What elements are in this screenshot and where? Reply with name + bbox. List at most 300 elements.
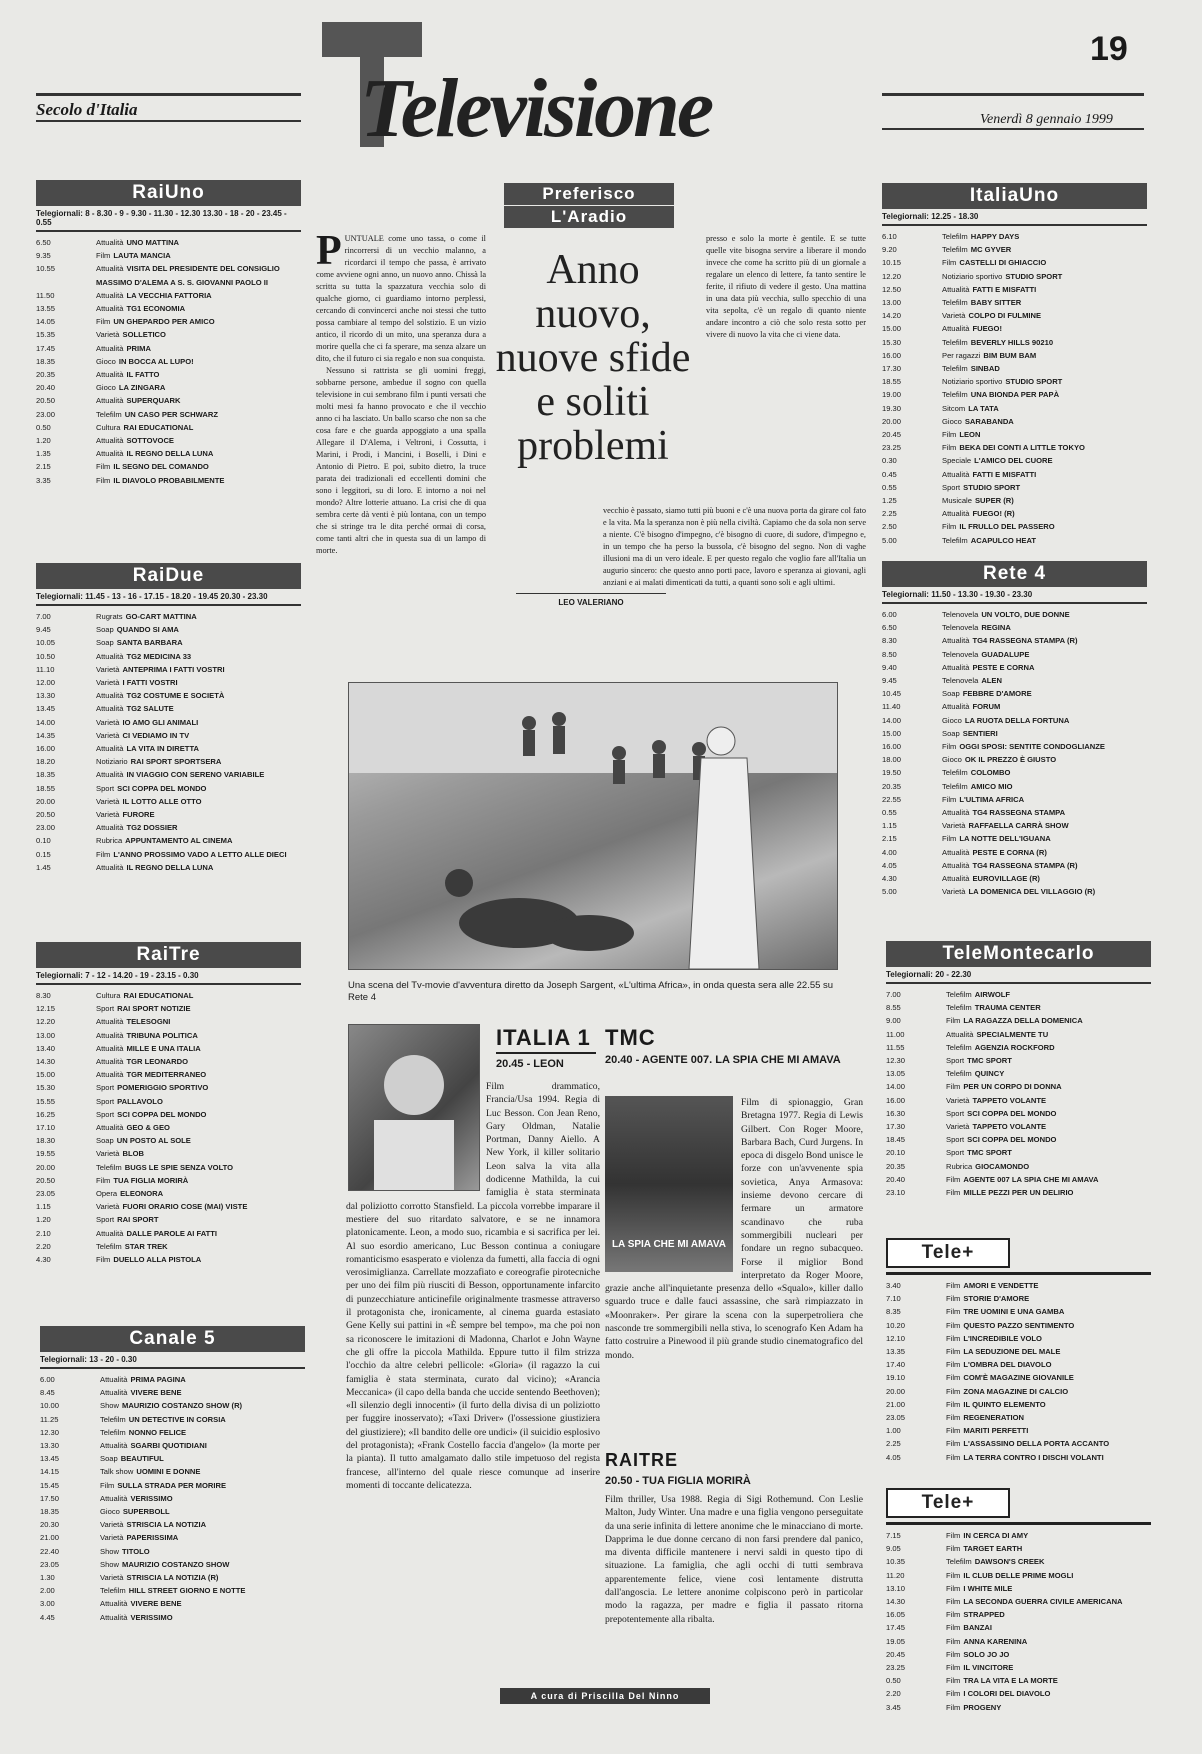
program-title: DAWSON'S CREEK: [974, 1557, 1045, 1567]
program-info: [100, 1597, 182, 1610]
program-title: AGENZIA ROCKFORD: [974, 1042, 1055, 1052]
program-row: [886, 1173, 1151, 1186]
program-row: [36, 1213, 301, 1226]
program-row: [886, 1385, 1151, 1398]
program-genre: Attualità: [942, 847, 970, 857]
program-genre: Musicale: [942, 496, 972, 506]
program-title: IL FRULLO DEL PASSERO: [959, 522, 1055, 532]
program-time: 5.00: [882, 887, 897, 897]
program-row: [40, 1545, 305, 1558]
program-time: 3.00: [40, 1599, 55, 1609]
program-info: [946, 1385, 1068, 1398]
program-time: 11.20: [886, 1570, 905, 1580]
program-row: [36, 315, 301, 328]
program-genre: Sport: [946, 1108, 965, 1118]
program-title: STRAPPED: [963, 1610, 1005, 1620]
program-time: 6.00: [882, 610, 897, 619]
program-row: [36, 1081, 301, 1094]
program-time: 0.55: [882, 808, 897, 818]
program-row: [36, 663, 301, 676]
program-time: 23.00: [36, 823, 56, 833]
program-row: [36, 1240, 301, 1253]
program-time: 2.20: [886, 1689, 901, 1699]
program-row: [36, 702, 301, 715]
program-title: RAI SPORT: [117, 1215, 159, 1225]
program-info: [942, 819, 1069, 832]
program-title: STUDIO SPORT: [1005, 271, 1063, 281]
program-title: LAUTA MANCIA: [113, 251, 171, 261]
program-info: [96, 434, 174, 447]
program-row: [36, 848, 301, 861]
program-title: RAI SPORT NOTIZIE: [117, 1004, 191, 1014]
issue-date: Venerdì 8 gennaio 1999: [980, 112, 1113, 127]
program-title: SCI COPPA DEL MONDO: [967, 1135, 1057, 1145]
program-genre: Speciale: [942, 456, 972, 466]
header-rule: [886, 1522, 1151, 1525]
program-time: 23.10: [886, 1188, 906, 1198]
program-info: [100, 1452, 164, 1465]
program-list: [36, 236, 301, 487]
news-times: Telegiornali: 12.25 - 18.30: [882, 209, 1147, 226]
program-title: L'ANNO PROSSIMO VADO A LETTO ALLE DIECI: [113, 849, 287, 859]
program-title: FURORE: [122, 810, 155, 820]
program-info: [942, 283, 1036, 296]
program-row: [40, 1439, 305, 1452]
channel-header: RaiDue: [36, 563, 301, 589]
program-time: 6.10: [882, 232, 897, 241]
program-info: [942, 806, 1065, 819]
program-time: 2.20: [36, 1241, 51, 1251]
program-time: 9.00: [886, 1016, 901, 1026]
program-genre: Soap: [942, 689, 960, 699]
program-title: L'AMICO DEL CUORE: [974, 456, 1053, 466]
program-time: 13.30: [40, 1441, 60, 1451]
program-row: [886, 1555, 1151, 1568]
program-row: [886, 1451, 1151, 1464]
program-title: ALEN: [981, 676, 1002, 686]
program-time: 16.00: [882, 742, 902, 752]
program-info: [96, 702, 174, 715]
program-info: [96, 1187, 163, 1200]
program-info: [96, 381, 165, 394]
program-info: [96, 1253, 201, 1266]
program-info: [96, 1121, 170, 1134]
program-title: FUORI ORARIO COSE (MAI) VISTE: [122, 1202, 248, 1212]
program-row: [40, 1426, 305, 1439]
program-row: [36, 328, 301, 341]
program-time: 13.30: [36, 691, 56, 701]
program-time: 20.45: [882, 430, 902, 440]
program-title: UN VOLTO, DUE DONNE: [981, 610, 1070, 619]
program-info: [942, 454, 1053, 467]
header-rule: [882, 93, 1144, 96]
program-row: [886, 1054, 1151, 1067]
program-info: [946, 1332, 1042, 1345]
program-title: TG1 ECONOMIA: [126, 304, 186, 314]
program-genre: Varietà: [942, 311, 966, 321]
program-info: [942, 766, 1010, 779]
program-genre: Film: [946, 1649, 961, 1659]
news-times: Telegiornali: 11.45 - 13 - 16 - 17.15 - 18.20 - 19.45 20.30 - 23.30: [36, 589, 301, 606]
program-info: [96, 623, 179, 636]
program-genre: Attualità: [942, 808, 970, 818]
program-genre: Film: [946, 1320, 961, 1330]
program-info: [96, 650, 191, 663]
program-time: 2.00: [40, 1586, 55, 1596]
program-time: 15.30: [882, 337, 902, 347]
program-time: 0.30: [882, 456, 897, 466]
channel-header: TeleMontecarlo: [886, 941, 1151, 967]
program-time: 23.05: [886, 1413, 906, 1423]
program-info: [96, 421, 193, 434]
program-genre: Sport: [96, 783, 115, 793]
program-row: [36, 447, 301, 460]
program-time: 14.30: [36, 1057, 56, 1067]
program-title: COLOMBO: [970, 768, 1011, 778]
program-time: 13.00: [36, 1030, 56, 1040]
program-title: TG2 DOSSIER: [126, 823, 178, 833]
program-title: SANTA BARBARA: [116, 638, 183, 648]
page-credit: A cura di Priscilla Del Ninno: [500, 1688, 710, 1704]
channel-label: TMC: [605, 1025, 656, 1050]
program-time: 18.30: [36, 1136, 56, 1146]
program-title: STUDIO SPORT: [963, 482, 1021, 492]
program-info: [946, 1080, 1062, 1093]
program-title: CI VEDIAMO IN TV: [122, 730, 190, 740]
program-info: [100, 1571, 218, 1584]
program-genre: Varietà: [942, 887, 966, 897]
program-time: 16.00: [36, 744, 56, 754]
program-row: [886, 1529, 1151, 1542]
program-genre: Telefilm: [100, 1414, 126, 1424]
program-row: [40, 1413, 305, 1426]
program-time: 20.00: [36, 1162, 56, 1172]
program-title: UN GHEPARDO PER AMICO: [113, 317, 215, 327]
program-info: [946, 1146, 1012, 1159]
program-genre: Attualità: [942, 702, 970, 712]
program-info: [946, 1001, 1041, 1014]
program-time: 2.10: [36, 1228, 51, 1238]
program-genre: Telenovela: [942, 623, 979, 633]
program-info: [96, 768, 264, 781]
program-title: L'ASSASSINO DELLA PORTA ACCANTO: [963, 1439, 1110, 1449]
program-genre: Film: [946, 1702, 961, 1712]
program-genre: Attualità: [96, 290, 124, 300]
film-time-title: 20.50 - TUA FIGLIA MORIRÀ: [605, 1475, 751, 1487]
program-row: [886, 1345, 1151, 1358]
program-title: MILLE E UNA ITALIA: [126, 1043, 201, 1053]
program-row: [886, 1292, 1151, 1305]
program-time: 14.30: [886, 1597, 906, 1607]
program-info: [96, 795, 202, 808]
program-time: 20.35: [882, 781, 902, 791]
program-row: [882, 727, 1147, 740]
program-info: [96, 610, 197, 623]
program-title: BEVERLY HILLS 90210: [970, 337, 1054, 347]
program-time: 19.10: [886, 1373, 906, 1383]
program-title: GO-CART MATTINA: [125, 612, 197, 621]
program-genre: Attualità: [96, 1043, 124, 1053]
section-title: Televisione: [360, 62, 712, 155]
news-times: Telegiornali: 8 - 8.30 - 9 - 9.30 - 11.30 - 12.30 13.30 - 18 - 20 - 23.45 - 0.55: [36, 206, 301, 232]
program-title: AGENTE 007 LA SPIA CHE MI AMAVA: [963, 1174, 1099, 1184]
program-genre: Film: [946, 1623, 961, 1633]
program-title: SOTTOVOCE: [126, 436, 174, 446]
program-row: [40, 1597, 305, 1610]
program-genre: Film: [942, 430, 957, 440]
program-title: RAI EDUCATIONAL: [123, 991, 194, 1000]
program-title: POMERIGGIO SPORTIVO: [117, 1083, 209, 1093]
program-genre: Gioco: [96, 356, 116, 366]
program-genre: Telenovela: [942, 676, 979, 686]
program-title: I WHITE MILE: [963, 1583, 1013, 1593]
program-title: BUGS LE SPIE SENZA VOLTO: [124, 1162, 234, 1172]
program-title: IL DIAVOLO PROBABILMENTE: [113, 475, 225, 485]
program-time: 23.05: [36, 1189, 56, 1199]
channel-header: ItaliaUno: [882, 183, 1147, 209]
program-time: 17.30: [886, 1122, 906, 1132]
program-title: STRISCIA LA NOTIZIA: [126, 1520, 207, 1530]
program-time: 9.45: [882, 676, 897, 686]
program-genre: Telefilm: [942, 245, 968, 255]
program-row: [882, 402, 1147, 415]
program-title: PRIMA: [126, 343, 151, 353]
program-info: [946, 1582, 1012, 1595]
program-row: [36, 1055, 301, 1068]
program-title: I FATTI VOSTRI: [122, 678, 178, 688]
program-time: 20.40: [36, 383, 56, 393]
program-time: 13.45: [36, 704, 56, 714]
program-genre: Varietà: [96, 796, 120, 806]
article-column-1: [316, 233, 486, 643]
program-row: [36, 1200, 301, 1213]
program-title: L'INCREDIBILE VOLO: [963, 1333, 1042, 1343]
article-byline: LEO VALERIANO: [516, 593, 666, 607]
program-title: UN CASO PER SCHWARZ: [124, 409, 218, 419]
program-time: 4.45: [40, 1612, 55, 1622]
program-time: 18.00: [882, 755, 902, 765]
program-genre: Film: [942, 742, 957, 752]
program-info: [96, 1002, 191, 1015]
program-info: [942, 885, 1095, 898]
program-row: [886, 1635, 1151, 1648]
teleplus2-listing: [886, 1488, 1151, 1714]
program-time: 9.05: [886, 1544, 901, 1554]
program-genre: Film: [946, 1452, 961, 1462]
program-title: APPUNTAMENTO AL CINEMA: [125, 836, 233, 846]
program-row: [882, 230, 1147, 243]
photo-scene-graphic: [349, 683, 837, 969]
program-genre: Attualità: [100, 1388, 128, 1398]
program-genre: Varietà: [946, 1122, 970, 1132]
program-time: 20.00: [886, 1386, 906, 1396]
program-title: TG2 SALUTE: [126, 704, 174, 714]
program-time: 18.35: [36, 770, 56, 780]
program-genre: Film: [946, 1531, 961, 1540]
program-info: [946, 1054, 1012, 1067]
program-genre: Sport: [96, 1083, 115, 1093]
program-genre: Telefilm: [946, 1003, 972, 1013]
program-time: 23.25: [882, 443, 902, 453]
program-row: [882, 674, 1147, 687]
program-row: [886, 1569, 1151, 1582]
program-genre: Rugrats: [96, 612, 123, 621]
program-row: [882, 494, 1147, 507]
program-genre: Varietà: [96, 664, 120, 674]
program-title: COLPO DI FULMINE: [968, 311, 1042, 321]
program-title: COM'È MAGAZINE GIOVANILE: [963, 1373, 1074, 1383]
raitre-listing: [36, 942, 301, 1266]
program-time: 1.25: [882, 496, 897, 506]
program-time: 0.15: [36, 849, 51, 859]
program-info: [942, 270, 1062, 283]
program-genre: Attualità: [96, 370, 124, 380]
program-info: [96, 408, 218, 421]
program-row: [36, 1121, 301, 1134]
program-title: MARITI PERFETTI: [963, 1426, 1029, 1436]
program-info: [946, 1107, 1056, 1120]
program-time: 15.00: [882, 728, 902, 738]
program-title: IL CLUB DELLE PRIME MOGLI: [963, 1570, 1074, 1580]
program-row: [882, 454, 1147, 467]
drop-cap: P: [316, 233, 342, 274]
program-genre: Telefilm: [942, 781, 968, 791]
text-wrap-spacer: [346, 1080, 486, 1195]
program-genre: Sport: [946, 1056, 965, 1066]
program-info: [946, 1595, 1123, 1608]
program-time: 7.00: [36, 612, 51, 621]
program-row: [36, 1002, 301, 1015]
program-title: UNO MATTINA: [126, 238, 180, 247]
program-time: 14.00: [882, 715, 902, 725]
program-row: [36, 1227, 301, 1240]
program-row: [882, 714, 1147, 727]
program-row: [886, 1542, 1151, 1555]
program-row: [886, 1661, 1151, 1674]
program-row: [882, 336, 1147, 349]
program-time: 9.35: [36, 251, 51, 261]
program-row: [886, 1398, 1151, 1411]
program-title: IL SEGNO DEL COMANDO: [113, 462, 209, 472]
program-info: [96, 368, 159, 381]
program-info: [942, 349, 1036, 362]
program-info: [96, 861, 213, 874]
program-genre: Talk show: [100, 1467, 134, 1477]
program-info: [100, 1465, 200, 1478]
program-time: 20.50: [36, 396, 56, 406]
article-text: UNTUALE come uno tassa, o come il rincorrersi di un vecchio malanno, a ricordarci il tempo che passa, è arrivato come avviene ogni anno, un nuovo anno. Chissà la scritta su tutta la spazzatura vecchia solo di qualche giorno, ci guardiamo intorno perplessi, cercando di convincerci anche noi stessi che tutto possa cambiare al tempo del solstizio. E un vizio antico, il ricordo di un mito, una speranza dura a morire quella che ci fa sperare, ma senza alzare un dito, che il futuro ci sia regalo e non sua conquista.: [316, 234, 486, 363]
program-row: [886, 1411, 1151, 1424]
program-genre: Film: [946, 1188, 961, 1198]
program-row: [36, 623, 301, 636]
program-title: TUA FIGLIA MORIRÀ: [113, 1175, 189, 1185]
program-list: [886, 1279, 1151, 1464]
program-row: [882, 415, 1147, 428]
program-time: 2.15: [882, 834, 897, 844]
news-times: Telegiornali: 11.50 - 13.30 - 19.30 - 23.30: [882, 587, 1147, 604]
program-info: [946, 1555, 1044, 1568]
program-title: SUPERBOLL: [122, 1507, 170, 1517]
program-info: [942, 375, 1062, 388]
program-genre: Telefilm: [942, 298, 968, 308]
program-title: SGARBI QUOTIDIANI: [130, 1441, 207, 1451]
program-info: [946, 1133, 1056, 1146]
program-time: 15.45: [40, 1480, 60, 1490]
program-genre: Attualità: [946, 1029, 974, 1039]
italia1-film-box: [346, 1022, 600, 1684]
program-info: [942, 336, 1053, 349]
program-genre: Show: [100, 1401, 119, 1411]
program-time: 9.45: [36, 625, 51, 635]
program-info: [942, 687, 1032, 700]
program-genre: Film: [942, 522, 957, 532]
program-time: 2.15: [36, 462, 51, 472]
program-row: [886, 1358, 1151, 1371]
program-time: 20.10: [886, 1148, 906, 1158]
program-genre: Film: [942, 794, 957, 804]
program-genre: Attualità: [942, 874, 970, 884]
program-genre: Sport: [946, 1135, 965, 1145]
program-info: [946, 1014, 1083, 1027]
program-row: [886, 1687, 1151, 1700]
program-time: 4.05: [882, 860, 897, 870]
program-genre: Film: [946, 1294, 961, 1304]
program-info: [100, 1479, 226, 1492]
program-time: 20.30: [40, 1520, 60, 1530]
program-row: [40, 1584, 305, 1597]
program-info: [96, 1029, 198, 1042]
program-time: 13.45: [40, 1454, 60, 1464]
program-time: 13.00: [882, 298, 902, 308]
program-genre: Film: [946, 1610, 961, 1620]
program-genre: Film: [946, 1413, 961, 1423]
program-genre: Film: [946, 1636, 961, 1646]
program-row: [886, 1621, 1151, 1634]
program-row: [882, 468, 1147, 481]
program-info: [946, 1529, 1028, 1542]
program-time: 10.05: [36, 638, 56, 648]
program-row: [886, 1001, 1151, 1014]
program-time: 12.50: [882, 284, 902, 294]
program-row: [36, 408, 301, 421]
program-time: 12.00: [36, 678, 56, 688]
program-genre: Attualità: [100, 1612, 128, 1622]
program-info: [96, 289, 212, 302]
program-title: LA NOTTE DELL'IGUANA: [959, 834, 1051, 844]
program-title: SCI COPPA DEL MONDO: [117, 1109, 207, 1119]
rete4-listing: [882, 561, 1147, 898]
program-row: [36, 1147, 301, 1160]
program-title: LA TERRA CONTRO I DISCHI VOLANTI: [963, 1452, 1104, 1462]
program-time: 1.15: [36, 1202, 51, 1212]
program-row: [886, 1107, 1151, 1120]
film-time-title: 20.40 - AGENTE 007. LA SPIA CHE MI AMAVA: [605, 1054, 841, 1066]
program-row: [882, 388, 1147, 401]
program-info: [96, 1042, 201, 1055]
program-row: [886, 1608, 1151, 1621]
program-row: [882, 793, 1147, 806]
program-time: 16.25: [36, 1109, 56, 1119]
program-info: [96, 1227, 217, 1240]
program-time: 7.10: [886, 1294, 901, 1304]
program-info: [96, 355, 194, 368]
program-row: [36, 689, 301, 702]
program-info: [942, 714, 1069, 727]
program-row: [886, 1041, 1151, 1054]
program-genre: Film: [96, 317, 111, 327]
program-row: [882, 608, 1147, 621]
program-genre: Sport: [946, 1148, 965, 1158]
